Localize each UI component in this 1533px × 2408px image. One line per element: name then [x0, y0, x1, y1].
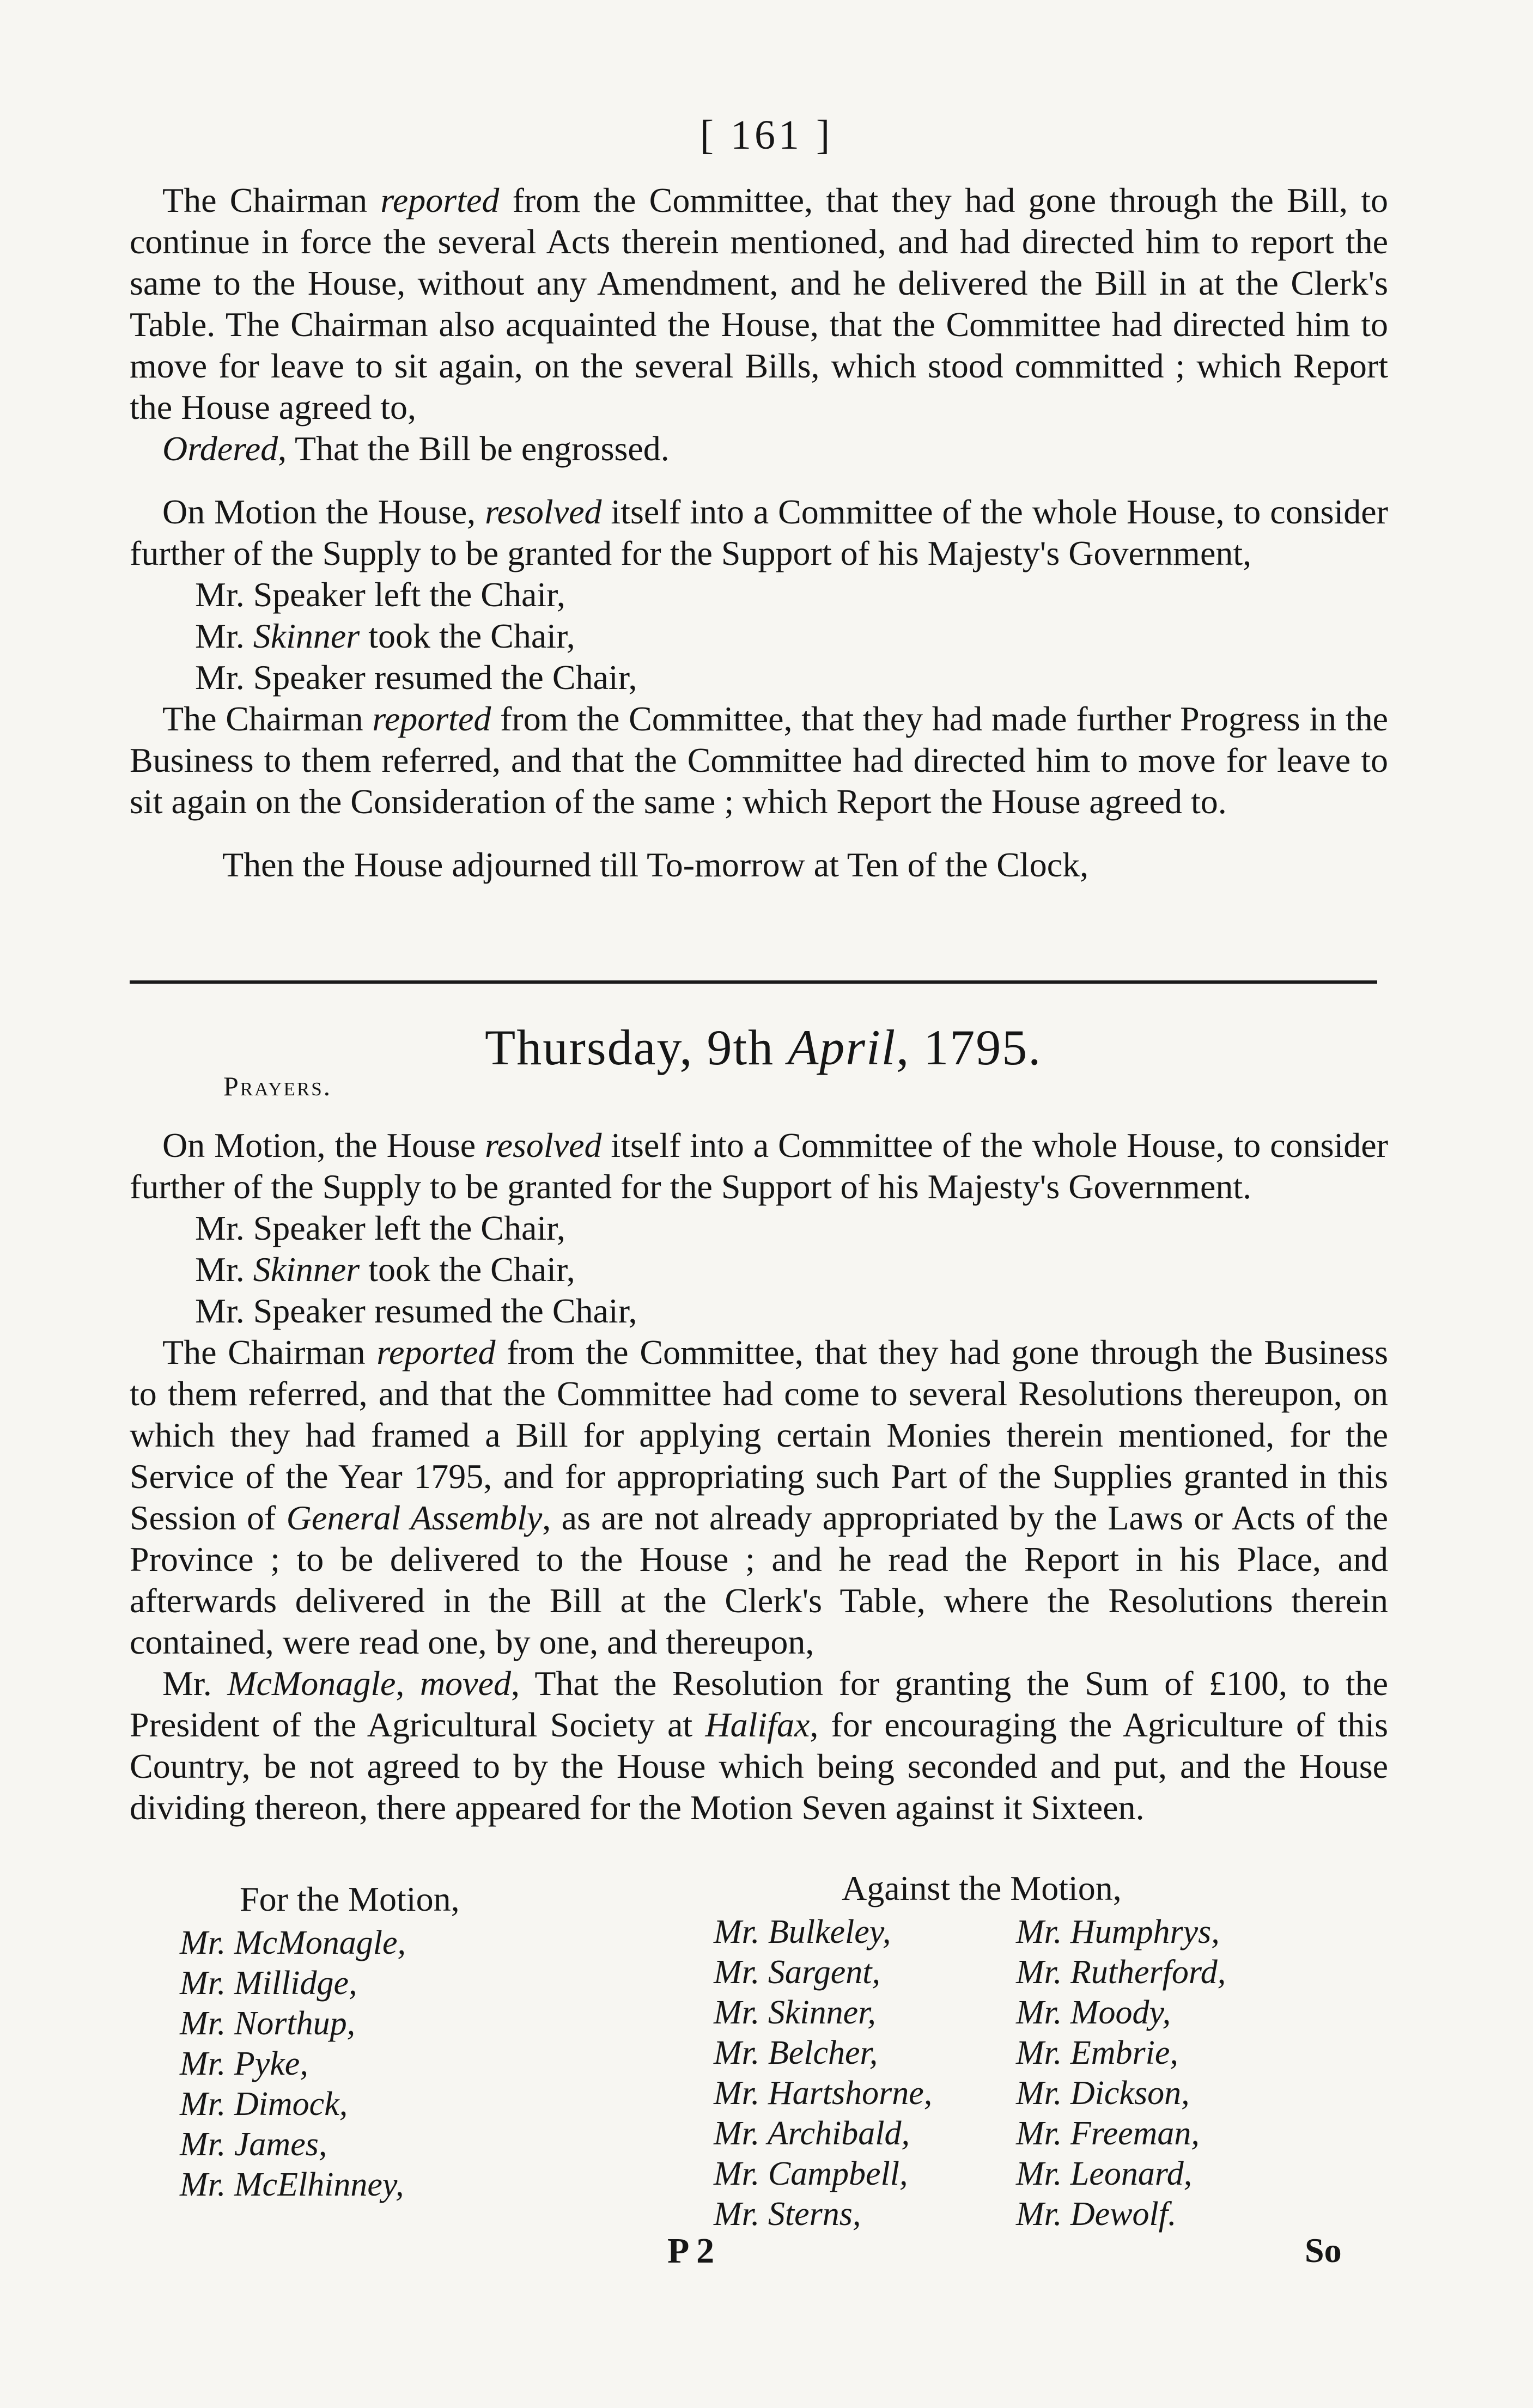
list-item: Mr. Dimock,	[180, 2086, 348, 2123]
for-motion-heading: For the Motion,	[240, 1880, 460, 1918]
list-item: Mr. James,	[180, 2126, 327, 2163]
section-thursday-proceedings	[130, 1125, 1388, 1828]
line-took-chair: Mr. Skinner took the Chair,	[195, 1250, 575, 1289]
list-item: Mr. Hartshorne,	[714, 2075, 933, 2112]
paragraph-motion-committee: On Motion, the House resolved itself into a Committee of the whole House, to consider further of the Supply to be granted for the Support of his Majesty's Government.	[130, 1126, 1389, 1206]
prayers-label: Prayers.	[223, 1071, 332, 1101]
paragraph-motion-supply: On Motion the House, resolved itself into a Committee of the whole House, to consider further of the Supply to be granted for the Support of his Majesty's Government,	[130, 492, 1389, 572]
against-motion-list-1	[714, 1912, 932, 2234]
paragraph-mcmonagle-motion: Mr. McMonagle, moved, That the Resolution for granting the Sum of £100, to the President of the Agricultural Society at Halifax, for encouraging the Agriculture of this Country, be not agreed to by the House which being seconded and put, and the House dividing thereon, there appeared for the Motion Seven against it Sixteen.	[130, 1664, 1389, 1827]
line-speaker-resumed: Mr. Speaker resumed the Chair,	[195, 658, 637, 697]
list-item: Mr. Dewolf.	[1016, 2196, 1177, 2233]
line-speaker-left: Mr. Speaker left the Chair,	[195, 1209, 565, 1247]
line-speaker-left: Mr. Speaker left the Chair,	[195, 575, 565, 614]
line-took-chair: Mr. Skinner took the Chair,	[195, 617, 575, 655]
against-motion-heading: Against the Motion,	[842, 1869, 1122, 1907]
list-item: Mr. Northup,	[180, 2005, 356, 2042]
list-item: Mr. Freeman,	[1016, 2115, 1200, 2152]
list-item: Mr. Sterns,	[714, 2196, 861, 2233]
list-item: Mr. Archibald,	[714, 2115, 910, 2152]
paragraph-resolutions-report: The Chairman reported from the Committee, that they had gone through the Business to them referred, and that the Committee had come to several Resolutions thereupon, on which they had framed a Bill for applying certain Monies therein mentioned, for the Service of the Year 1795, and for appropriating such Part of the Supplies granted in this Session of General Assembly, as are not already appropriated by the Laws or Acts of the Province ; to be delivered to the House ; and he read the Report in his Place, and afterwards delivered in the Bill at the Clerk's Table, where the Resolutions therein contained, were read one, by one, and thereupon,	[130, 1333, 1389, 1661]
section-committee-report	[130, 180, 1388, 886]
section-divider	[130, 980, 1377, 984]
list-item: Mr. McElhinney,	[180, 2166, 404, 2203]
list-item: Mr. Embrie,	[1016, 2034, 1178, 2071]
list-item: Mr. Campbell,	[714, 2155, 908, 2192]
page-number: [ 161 ]	[699, 112, 834, 158]
list-item: Mr. Humphrys,	[1016, 1913, 1220, 1950]
list-item: Mr. Sargent,	[714, 1954, 880, 1991]
date-heading: Thursday, 9th April, 1795.	[485, 1020, 1042, 1075]
list-item: Mr. McMonagle,	[180, 1924, 406, 1961]
signature-mark: P 2	[667, 2231, 715, 2271]
list-item: Mr. Leonard,	[1016, 2155, 1193, 2192]
list-item: Mr. Dickson,	[1016, 2075, 1190, 2112]
paragraph-progress-report: The Chairman reported from the Committee, that they had made further Progress in the Business to them referred, and that the Committee had directed him to move for leave to sit again on the Consideration of the same ; which Report the House agreed to.	[130, 699, 1389, 821]
list-item: Mr. Skinner,	[714, 1994, 876, 2031]
list-item: Mr. Millidge,	[180, 1965, 357, 2002]
line-adjourned: Then the House adjourned till To-morrow at Ten of the Clock,	[222, 845, 1089, 884]
catchword: So	[1305, 2231, 1342, 2270]
for-motion-list	[180, 1923, 406, 2205]
list-item: Mr. Rutherford,	[1016, 1954, 1226, 1991]
paragraph-bill-report: The Chairman reported from the Committee, that they had gone through the Bill, to continue in force the several Acts therein mentioned, and had directed him to report the same to the House, without any Amendment, and he delivered the Bill in at the Clerk's Table. The Chairman also acquainted the House, that the Committee had directed him to move for leave to sit again, on the several Bills, which stood committed ; which Report the House agreed to,	[130, 181, 1389, 426]
list-item: Mr. Bulkeley,	[714, 1913, 891, 1950]
list-item: Mr. Belcher,	[714, 2034, 878, 2071]
list-item: Mr. Pyke,	[180, 2045, 308, 2082]
list-item: Mr. Moody,	[1016, 1994, 1171, 2031]
against-motion-list-2	[1016, 1912, 1226, 2234]
paragraph-ordered: Ordered, That the Bill be engrossed.	[162, 429, 670, 468]
line-speaker-resumed: Mr. Speaker resumed the Chair,	[195, 1291, 637, 1330]
